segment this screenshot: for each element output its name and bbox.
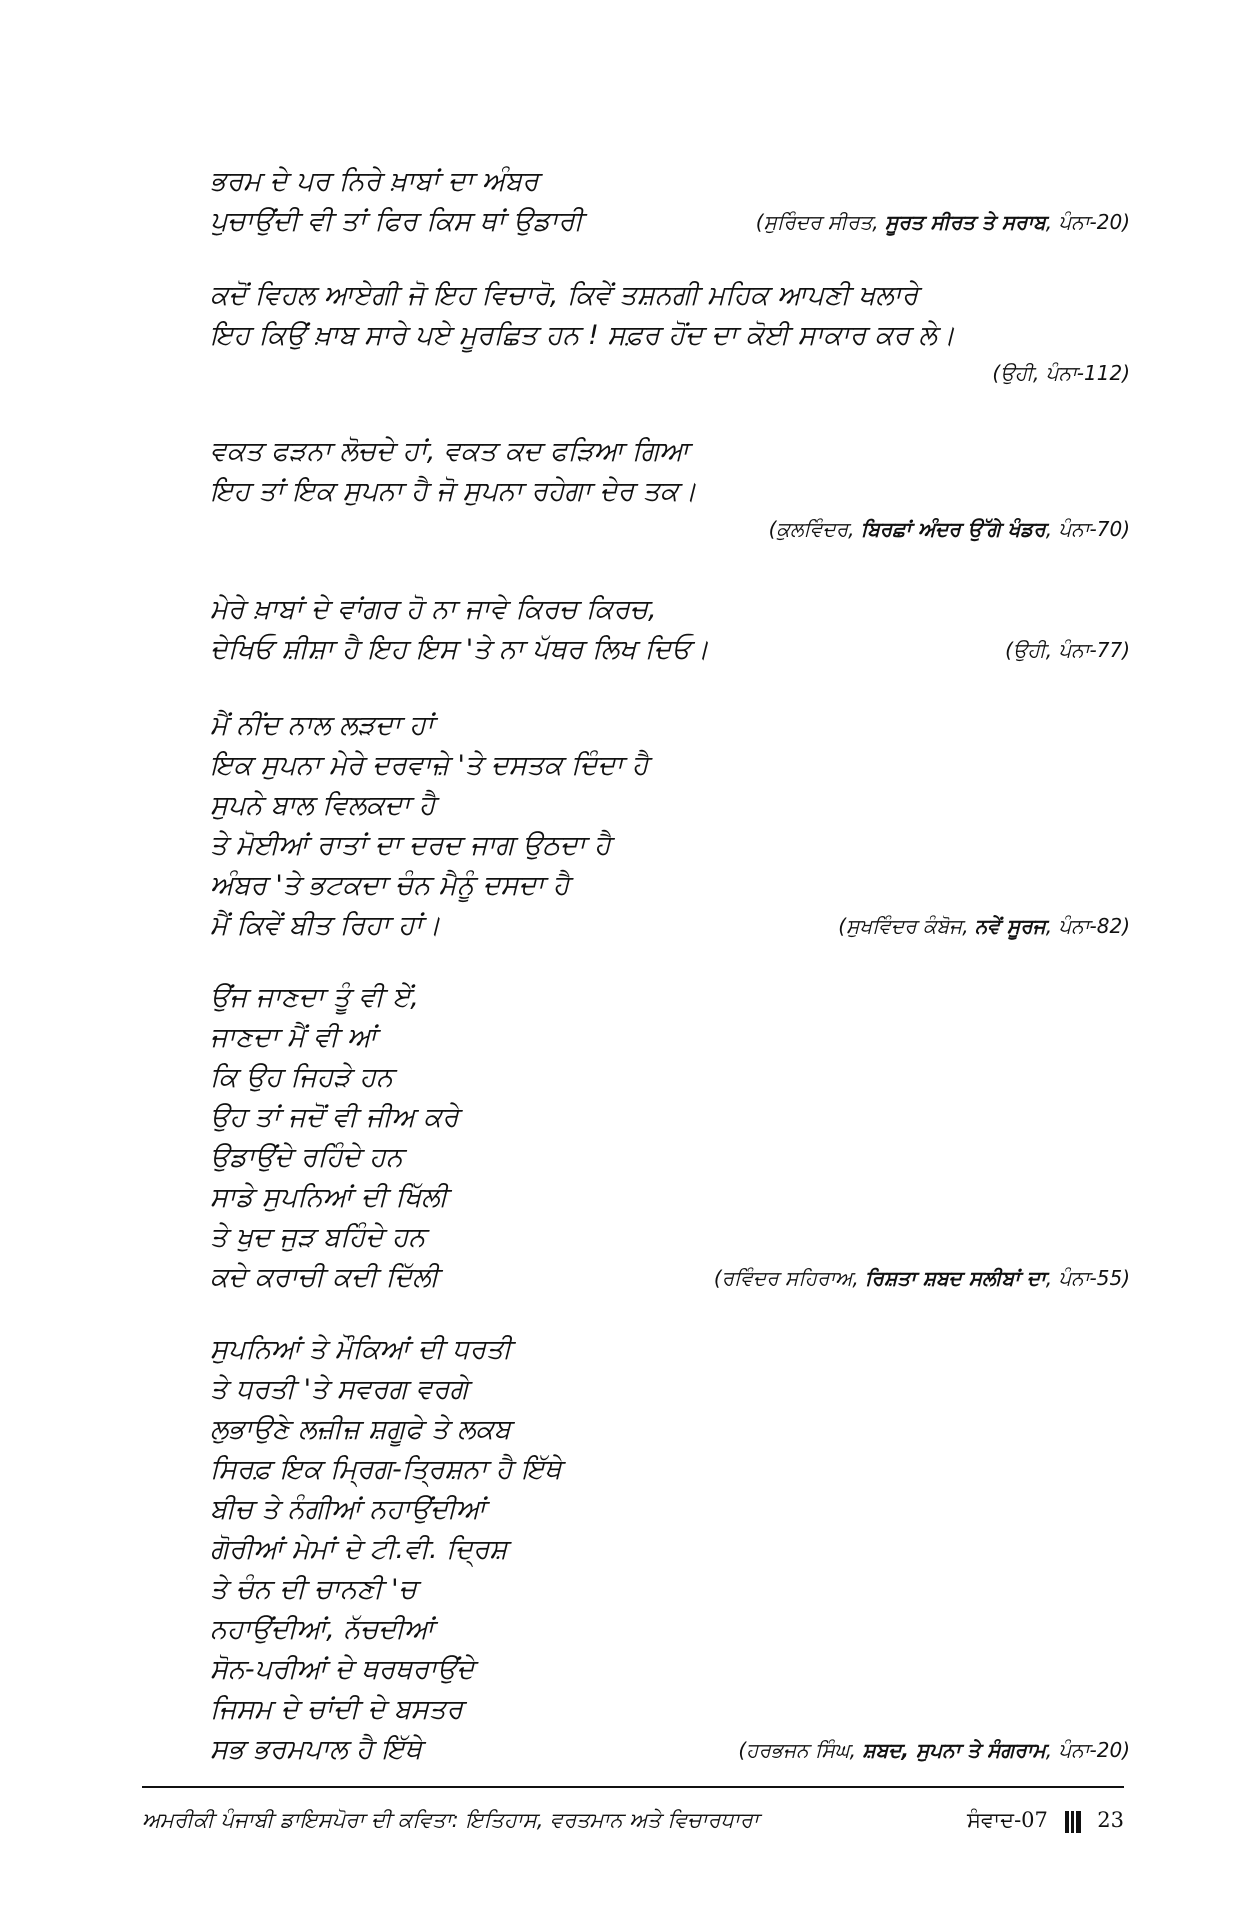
citation-book: ਬਿਰਛਾਂ ਅੰਦਰ ਉੱਗੇ ਖੰਡਰ [860, 517, 1046, 541]
citation: (ਉਹੀ, ਪੰਨਾ-112) [992, 361, 1130, 385]
poem-stanza [210, 432, 1130, 546]
footer-right [967, 1800, 1124, 1840]
citation-page: , ਪੰਨਾ-20) [1045, 210, 1130, 234]
footer-title: ਅਮਰੀਕੀ ਪੰਜਾਬੀ ਡਾਇਸਪੋਰਾ ਦੀ ਕਵਿਤਾ: ਇਤਿਹਾਸ, ਵਰਤਮਾਨ ਅਤੇ ਵਿਚਾਰਧਾਰਾ [142, 1808, 759, 1832]
citation: (ਉਹੀ, ਪੰਨਾ-77) [1005, 638, 1130, 662]
poem-line [210, 1258, 1130, 1298]
poem-line: ਉਂਜ ਜਾਣਦਾ ਤੂੰ ਵੀ ਏਂ, [210, 982, 419, 1013]
poem-line: ਸੁਪਨਿਆਂ ਤੇ ਮੌਕਿਆਂ ਦੀ ਧਰਤੀ [210, 1334, 512, 1365]
poem-stanza [210, 162, 1130, 242]
citation [838, 906, 1130, 946]
poem-line: ਨਹਾਉਂਦੀਆਂ, ਨੱਚਦੀਆਂ [210, 1614, 434, 1645]
footer-divider [142, 1786, 1124, 1788]
citation-book: ਸ਼ਬਦ, ਸੁਪਨਾ ਤੇ ਸੰਗਰਾਮ [862, 1738, 1046, 1762]
poem-line: ਬੀਚ ਤੇ ਨੰਗੀਆਂ ਨਹਾਉਂਦੀਆਂ [210, 1494, 486, 1525]
poem-line: ਜਾਣਦਾ ਮੈਂ ਵੀ ਆਂ [210, 1022, 377, 1053]
poem-stanza [210, 276, 1130, 390]
poem-line [210, 202, 1130, 242]
poem-line: ਤੇ ਖੁਦ ਜੁੜ ਬਹਿੰਦੇ ਹਨ [210, 1222, 426, 1253]
poem-stanza [210, 590, 1130, 670]
citation-author: (ਸੁਰਿੰਦਰ ਸੀਰਤ, [755, 210, 886, 234]
poem-line: ਲੁਭਾਉਣੇ ਲਜ਼ੀਜ਼ ਸ਼ਗੂਫੇ ਤੇ ਲਕਬ [210, 1414, 511, 1445]
citation-author: (ਕੁਲਵਿੰਦਰ, [768, 517, 861, 541]
poem-line: ਅੰਬਰ 'ਤੇ ਭਟਕਦਾ ਚੰਨ ਮੈਨੂੰ ਦਸਦਾ ਹੈ [210, 870, 570, 901]
poem-line [210, 1730, 1130, 1770]
poem-line: ਉਡਾਉਂਦੇ ਰਹਿੰਦੇ ਹਨ [210, 1142, 403, 1173]
poem-line: ਤੇ ਧਰਤੀ 'ਤੇ ਸਵਰਗ ਵਰਗੇ [210, 1374, 469, 1405]
citation [738, 1730, 1130, 1770]
poem-line: ਇਹ ਤਾਂ ਇਕ ਸੁਪਨਾ ਹੈ ਜੋ ਸੁਪਨਾ ਰਹੇਗਾ ਦੇਰ ਤਕ। [210, 476, 697, 507]
poem-line: ਮੈਂ ਨੀਂਦ ਨਾਲ ਲੜਦਾ ਹਾਂ [210, 710, 434, 741]
citation-author: (ਰਵਿੰਦਰ ਸਹਿਰਾਅ, [713, 1266, 866, 1290]
citation-page: , ਪੰਨਾ-20) [1045, 1738, 1130, 1762]
poem-line: ਇਹ ਕਿਉਂ ਖ਼ਾਬ ਸਾਰੇ ਪਏ ਮੂਰਛਿਤ ਹਨ ! ਸਫ਼ਰ ਹੋਂਦ ਦਾ ਕੋਈ ਸਾਕਾਰ ਕਰ ਲੇ। [210, 320, 955, 351]
poem-line: ਇਕ ਸੁਪਨਾ ਮੇਰੇ ਦਰਵਾਜ਼ੇ 'ਤੇ ਦਸਤਕ ਦਿੰਦਾ ਹੈ [210, 750, 649, 781]
bars-icon [1065, 1811, 1083, 1833]
poem-stanza [210, 1330, 1130, 1770]
poem-line-text: ਸਭ ਭਰਮਪਾਲ ਹੈ ਇੱਥੇ [210, 1734, 422, 1765]
poem-line: ਵਕਤ ਫੜਨਾ ਲੋਚਦੇ ਹਾਂ, ਵਕਤ ਕਦ ਫੜਿਆ ਗਿਆ [210, 436, 689, 467]
citation [714, 1258, 1130, 1298]
poem-line-text: ਪੁਚਾਉਂਦੀ ਵੀ ਤਾਂ ਫਿਰ ਕਿਸ ਥਾਂ ਉਡਾਰੀ [210, 206, 583, 237]
journal-name: ਸੰਵਾਦ-07 [967, 1808, 1048, 1832]
citation-book: ਨਵੇਂ ਸੂਰਜ [974, 914, 1046, 938]
citation-book: ਸੂਰਤ ਸੀਰਤ ਤੇ ਸਰਾਬ [885, 210, 1046, 234]
poem-line: ਕਦੋਂ ਵਿਹਲ ਆਏਗੀ ਜੋ ਇਹ ਵਿਚਾਰੋ, ਕਿਵੇਂ ਤਸ਼ਨਗੀ ਮਹਿਕ ਆਪਣੀ ਖਲਾਰੇ [210, 280, 919, 311]
poem-line [210, 630, 1130, 670]
poem-line: ਭਰਮ ਦੇ ਪਰ ਨਿਰੇ ਖ਼ਾਬਾਂ ਦਾ ਅੰਬਰ [210, 166, 539, 197]
citation-page: , ਪੰਨਾ-55) [1045, 1266, 1130, 1290]
poem-line: ਜਿਸਮ ਦੇ ਚਾਂਦੀ ਦੇ ਬਸਤਰ [210, 1694, 463, 1725]
poem-line: ਸੋਨ-ਪਰੀਆਂ ਦੇ ਥਰਥਰਾਉਂਦੇ [210, 1654, 475, 1685]
citation-book: ਰਿਸ਼ਤਾ ਸ਼ਬਦ ਸਲੀਬਾਂ ਦਾ [865, 1266, 1046, 1290]
poem-line: ਮੇਰੇ ਖ਼ਾਬਾਂ ਦੇ ਵਾਂਗਰ ਹੋ ਨਾ ਜਾਵੇ ਕਿਰਚ ਕਿਰਚ, [210, 594, 657, 625]
poem-line: ਕਿ ਉਹ ਜਿਹੜੇ ਹਨ [210, 1062, 393, 1093]
citation [756, 202, 1130, 242]
poem-line: ਤੇ ਚੰਨ ਦੀ ਚਾਨਣੀ 'ਚ [210, 1574, 417, 1605]
poem-line-text: ਕਦੇ ਕਰਾਚੀ ਕਦੀ ਦਿੱਲੀ [210, 1262, 439, 1293]
poem-line: ਸਿਰਫ਼ ਇਕ ਮ੍ਰਿਗ-ਤ੍ਰਿਸ਼ਨਾ ਹੈ ਇੱਥੇ [210, 1454, 562, 1485]
poem-line: ਤੇ ਮੋਈਆਂ ਰਾਤਾਂ ਦਾ ਦਰਦ ਜਾਗ ਉਠਦਾ ਹੈ [210, 830, 611, 861]
citation [210, 512, 1130, 546]
citation-page: , ਪੰਨਾ-82) [1045, 914, 1130, 938]
citation-page: , ਪੰਨਾ-70) [1045, 517, 1130, 541]
poem-line: ਗੋਰੀਆਂ ਮੇਮਾਂ ਦੇ ਟੀ.ਵੀ. ਦ੍ਰਿਸ਼ [210, 1534, 508, 1565]
page-footer [142, 1800, 1124, 1840]
poem-line: ਸੁਪਨੇ ਬਾਲ ਵਿਲਕਦਾ ਹੈ [210, 790, 436, 821]
poem-line: ਉਹ ਤਾਂ ਜਦੋਂ ਵੀ ਜੀਅ ਕਰੇ [210, 1102, 459, 1133]
poem-line-text: ਦੇਖਿਓ ਸ਼ੀਸ਼ਾ ਹੈ ਇਹ ਇਸ 'ਤੇ ਨਾ ਪੱਥਰ ਲਿਖ ਦਿਓ। [210, 634, 709, 665]
poem-line-text: ਮੈਂ ਕਿਵੇਂ ਬੀਤ ਰਿਹਾ ਹਾਂ। [210, 910, 441, 941]
poem-line [210, 906, 1130, 946]
poem-stanza [210, 978, 1130, 1298]
citation-author: (ਸੁਖਵਿੰਦਰ ਕੰਬੋਜ, [838, 914, 975, 938]
citation-author: (ਹਰਭਜਨ ਸਿੰਘ, [738, 1738, 863, 1762]
poem-line: ਸਾਡੇ ਸੁਪਨਿਆਂ ਦੀ ਖਿੱਲੀ [210, 1182, 448, 1213]
poem-stanza [210, 706, 1130, 946]
page-number: 23 [1097, 1808, 1124, 1832]
